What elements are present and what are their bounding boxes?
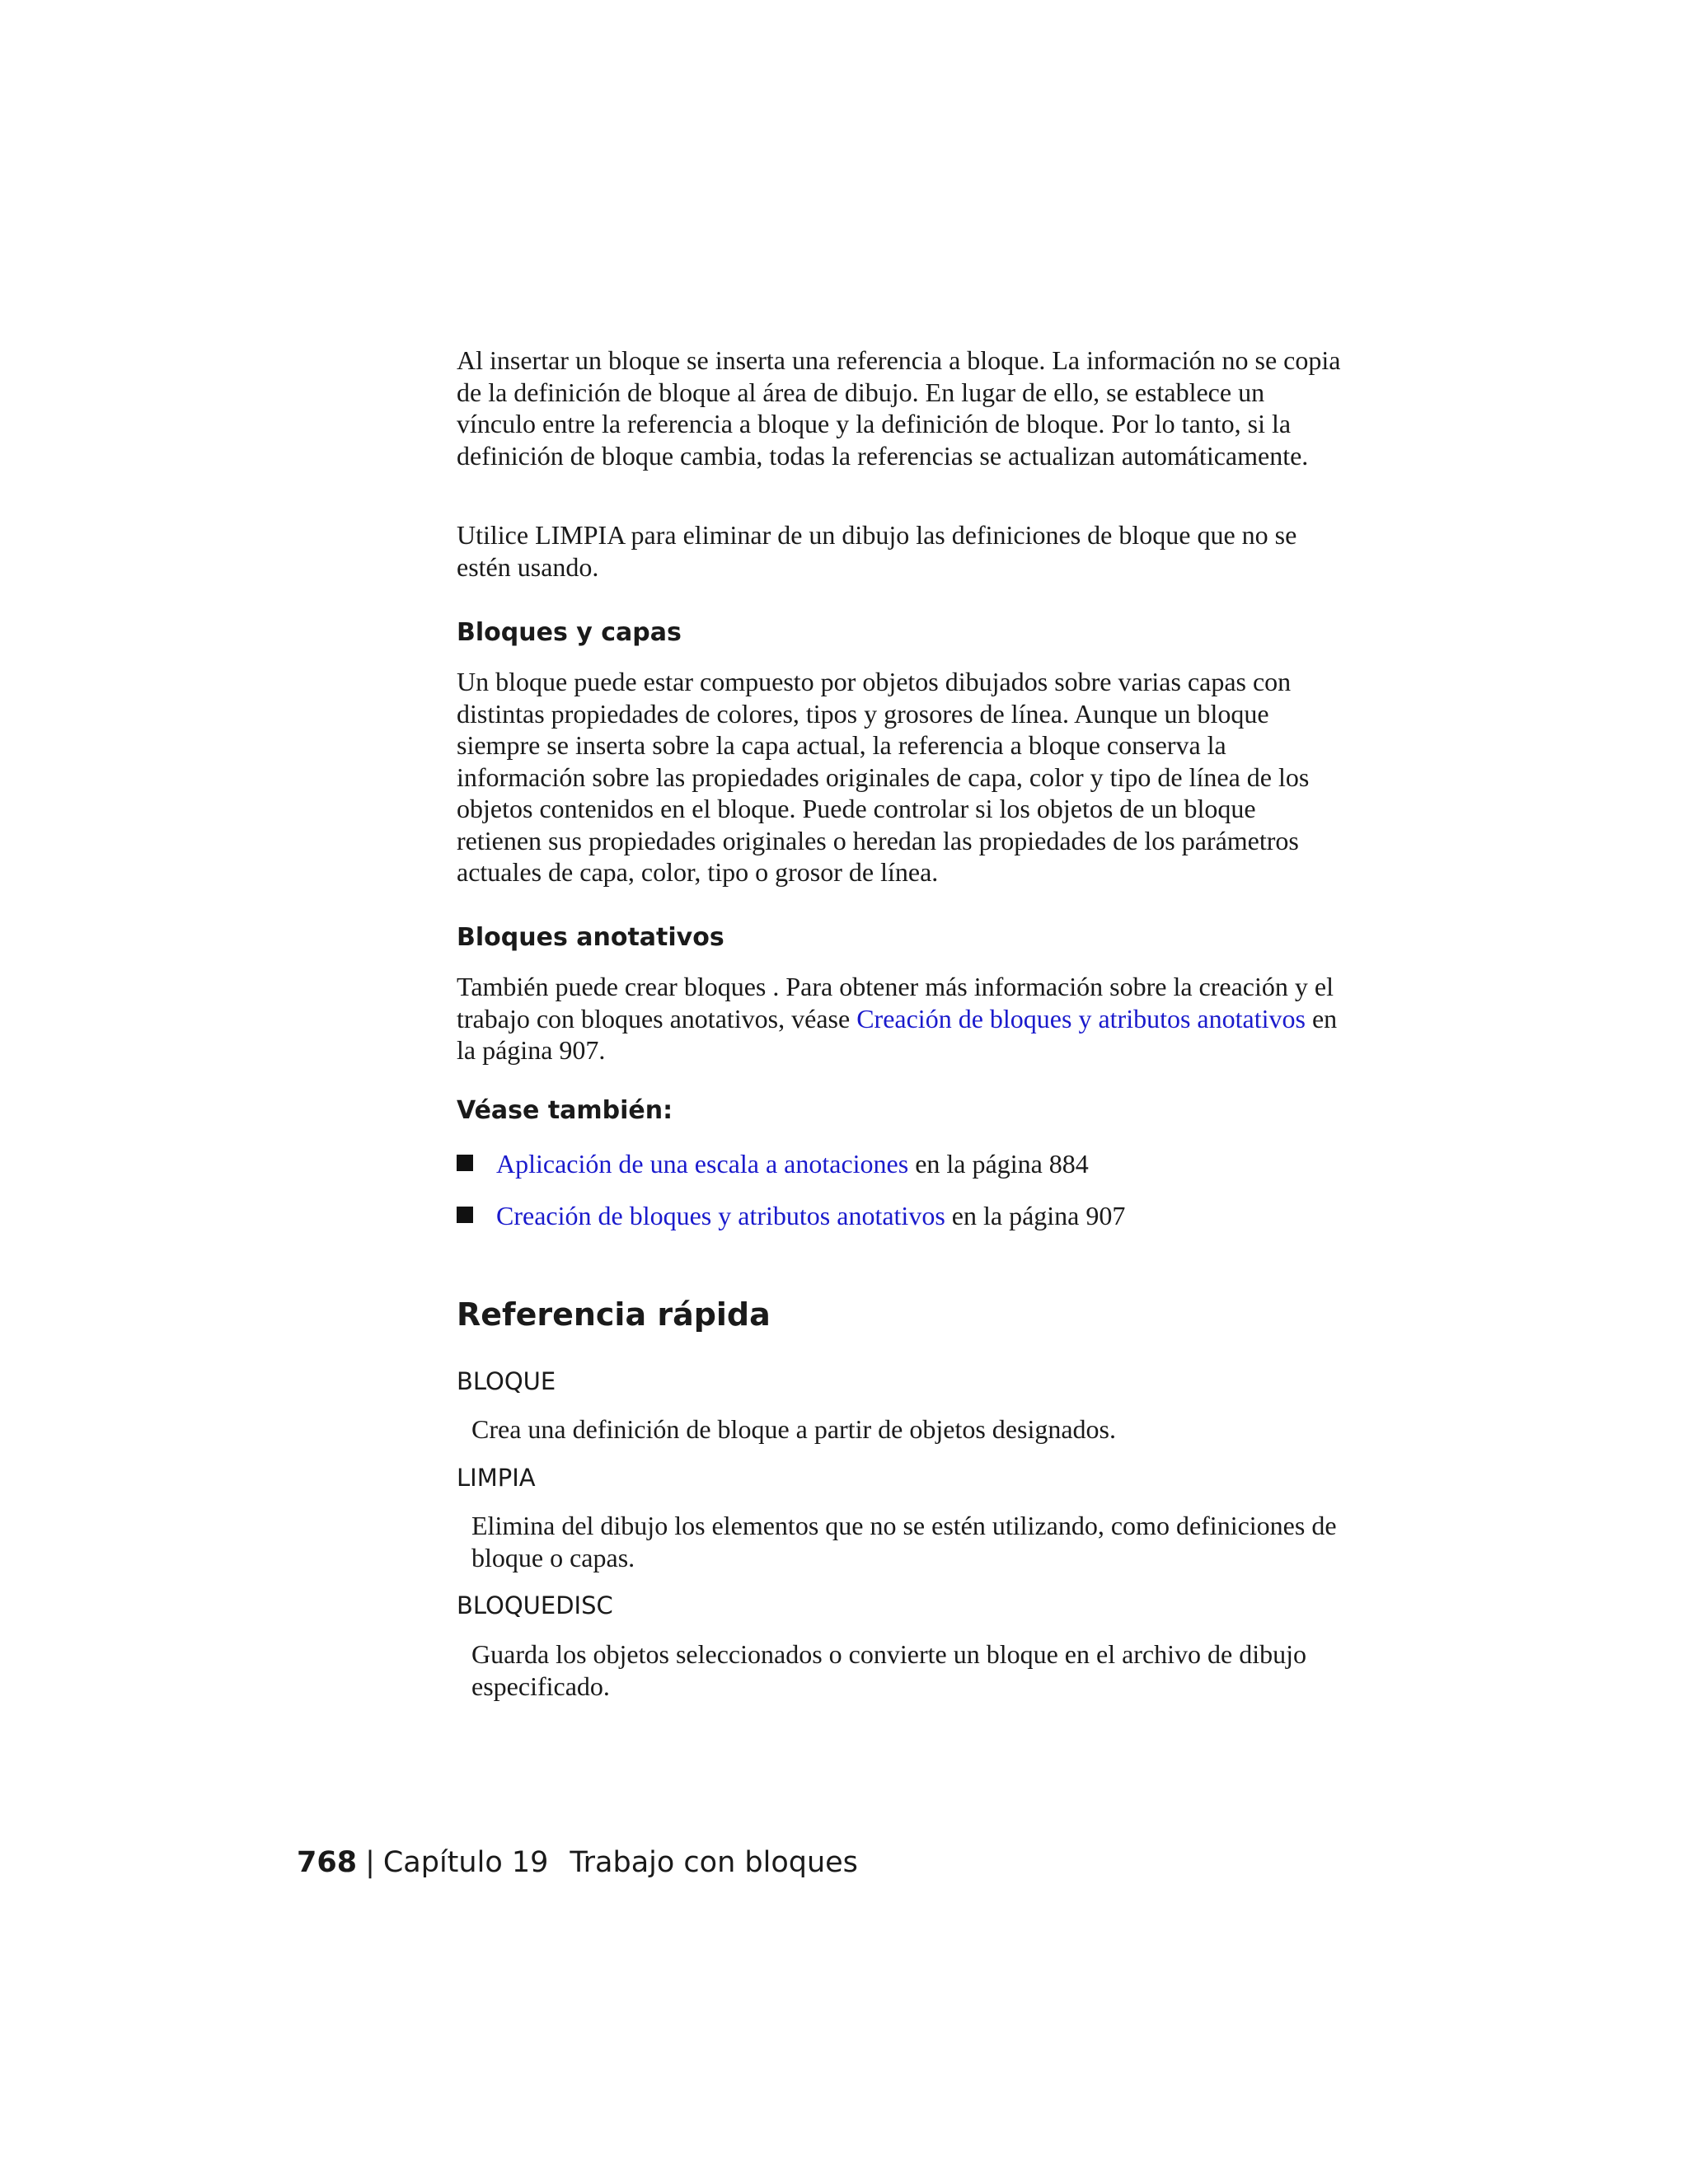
command-name: BLOQUEDISC: [457, 1591, 613, 1619]
section-heading-layers: Bloques y capas: [457, 618, 682, 647]
section-body-annotative: [457, 971, 1347, 1066]
bullet-square-icon: [457, 1207, 473, 1223]
section-body-layers: Un bloque puede estar compuesto por objetos dibujados sobre varias capas con distintas propiedades de colores, tipos y grosores de línea. Aunque un bloque siempre se inserta sobre la capa actual, la referencia a bloque conserva la información sobre las propiedades originales de capa, color y tipo de línea de los objetos contenidos en el bloque. Puede controlar si los objetos de un bloque retienen sus propiedades originales o heredan las propiedades de los parámetros actuales de capa, color, tipo o grosor de línea.: [457, 667, 1310, 887]
page-footer: [297, 1844, 858, 1881]
see-also-item-text: [496, 1148, 1089, 1180]
section-heading-annotative: Bloques anotativos: [457, 923, 724, 952]
footer-separator: |: [365, 1846, 375, 1879]
see-also-item-suffix: en la página 907: [945, 1201, 1126, 1230]
see-also-item-suffix: en la página 884: [908, 1149, 1089, 1179]
link-apply-scale-annotations[interactable]: Aplicación de una escala a anotaciones: [496, 1149, 909, 1179]
annotative-text-before: También puede crear bloques . Para obtener más información sobre la creación y el trabajo con bloques anotativos, véase: [457, 972, 1334, 1033]
annotative-text-after: en la página 907.: [457, 1003, 1338, 1065]
command-description: Crea una definición de bloque a partir de objetos designados.: [471, 1414, 1116, 1444]
quick-reference-heading: Referencia rápida: [457, 1296, 771, 1333]
bullet-square-icon: [457, 1155, 473, 1171]
link-annotative-blocks[interactable]: Creación de bloques y atributos anotativos: [856, 1003, 1306, 1033]
page-number: 768: [297, 1846, 358, 1879]
see-also-item: [457, 1148, 1347, 1180]
link-create-annotative-blocks[interactable]: Creación de bloques y atributos anotativos: [496, 1201, 945, 1230]
intro-paragraph-1: Al insertar un bloque se inserta una referencia a bloque. La información no se copia de la definición de bloque al área de dibujo. En lugar de ello, se establece un vínculo entre la referencia a bloque y la definición de bloque. Por lo tanto, si la definición de bloque cambia, todas la referencias se actualizan automáticamente.: [457, 345, 1341, 471]
see-also-heading: Véase también:: [457, 1096, 673, 1125]
command-name: BLOQUE: [457, 1367, 556, 1395]
chapter-title: Trabajo con bloques: [570, 1846, 858, 1879]
intro-paragraph-2: Utilice LIMPIA para eliminar de un dibujo las definiciones de bloque que no se estén usando.: [457, 520, 1297, 582]
see-also-item: [457, 1200, 1347, 1232]
command-name: LIMPIA: [457, 1464, 536, 1492]
see-also-item-text: [496, 1200, 1125, 1232]
command-description: Guarda los objetos seleccionados o convierte un bloque en el archivo de dibujo especificado.: [471, 1639, 1307, 1701]
chapter-label: Capítulo 19: [382, 1846, 549, 1879]
command-description: Elimina del dibujo los elementos que no se estén utilizando, como definiciones de bloque o capas.: [471, 1511, 1337, 1572]
